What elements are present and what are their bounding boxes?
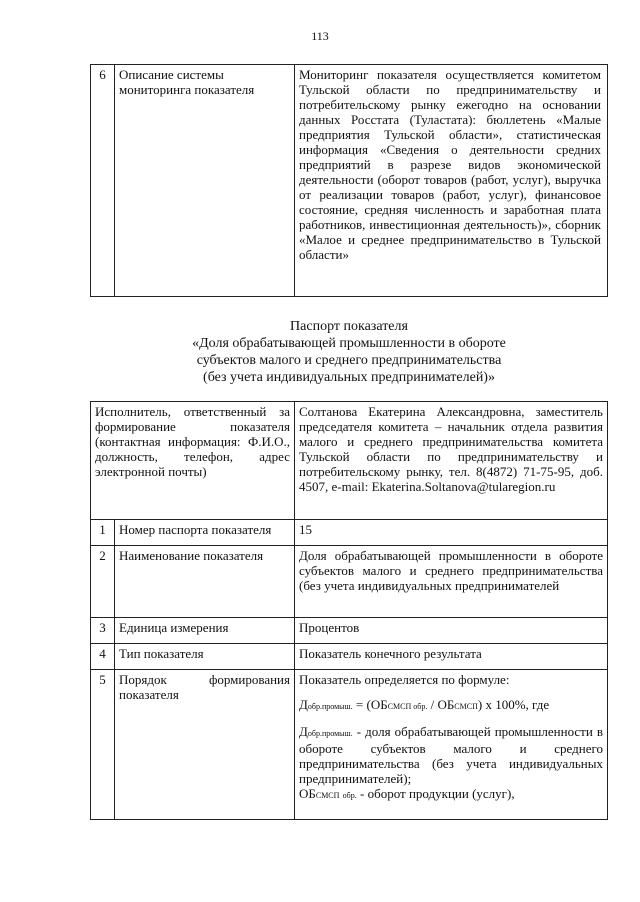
passport-title: [90, 318, 608, 386]
table-row: [91, 546, 608, 618]
formula: Добр.промыш. = (ОБСМСП обр. / ОБСМСП) x 100%, где: [299, 697, 550, 712]
row-label: Единица измерения: [115, 618, 295, 644]
row-value: 15: [295, 520, 608, 546]
table-row: [91, 670, 608, 820]
row-number: 5: [91, 670, 115, 820]
title-line: (без учета индивидуальных предпринимателей)»: [203, 370, 495, 385]
row-label: Наименование показателя: [115, 546, 295, 618]
table-row: [91, 644, 608, 670]
definition-turnover: ОБСМСП обр. - оборот продукции (услуг),: [299, 786, 515, 801]
row-label: Номер паспорта показателя: [115, 520, 295, 546]
row-number: 1: [91, 520, 115, 546]
row-label: Тип показателя: [115, 644, 295, 670]
table-row: [91, 65, 608, 297]
table-row: [91, 618, 608, 644]
row-number: 2: [91, 546, 115, 618]
definition-share: Добр.промыш. - доля обрабатывающей промышленности в обороте субъектов малого и среднего предпринимательства (без учета индивидуальных предпринимателей);: [299, 724, 604, 786]
formula-cell: [295, 670, 608, 820]
row-value: Показатель конечного результата: [295, 644, 608, 670]
row-label: Описание системы мониторинга показателя: [115, 65, 295, 297]
page-number: 113: [311, 29, 329, 43]
title-line: «Доля обрабатывающей промышленности в обороте: [192, 336, 506, 351]
title-line: субъектов малого и среднего предпринимательства: [196, 353, 502, 368]
passport-table: [90, 401, 608, 820]
executor-label: Исполнитель, ответственный за формирование показателя (контактная информация: Ф.И.О., должность, телефон, адрес электронной почты): [91, 402, 295, 520]
row-value: Процентов: [295, 618, 608, 644]
table-row: [91, 520, 608, 546]
row-number: 3: [91, 618, 115, 644]
row-number: 4: [91, 644, 115, 670]
formula-intro: Показатель определяется по формуле:: [299, 672, 510, 687]
row-label: Порядок формирования показателя: [115, 670, 295, 820]
row-number: 6: [91, 65, 115, 297]
row-value: Мониторинг показателя осуществляется комитетом Тульской области по предпринимательству и потребительскому рынку ежегодно на основании данных Росстата (Туластата): бюллетень «Малые предприятия Тульской области», статистическая информация «Сведения о деятельности средних предприятий в разрезе видов экономической деятельности (оборот товаров (работ, услуг), выручка от реализации товаров (работ, услуг), финансовое состояние, средняя численность и заработная плата работников, инвестиционная деятельность)», сборник «Малое и среднее предпринимательство в Тульской области»: [295, 65, 608, 297]
monitoring-table: [90, 64, 608, 297]
row-value: Доля обрабатывающей промышленности в обороте субъектов малого и среднего предпринимательства (без учета индивидуальных предпринимателей: [295, 546, 608, 618]
executor-value: Солтанова Екатерина Александровна, заместитель председателя комитета – начальник отдела развития малого и среднего предпринимательства комитета Тульской области по предпринимательству и потребительскому рынку, тел. 8(4872) 71-75-95, доб. 4507, e-mail: Ekaterina.Soltanova@tularegion.ru: [295, 402, 608, 520]
table-row: [91, 402, 608, 520]
title-line: Паспорт показателя: [290, 319, 408, 334]
